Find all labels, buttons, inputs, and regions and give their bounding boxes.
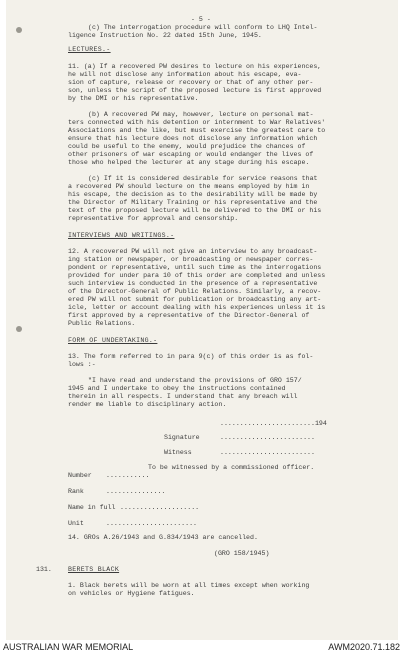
signature-line: ........................ bbox=[220, 434, 315, 441]
para-12-line: ing station or newspaper, or broadcasting or newspaper corres- bbox=[68, 256, 314, 263]
para-11c-line: a recovered PW should lecture on the means employed by him in bbox=[68, 183, 310, 190]
number-line: ........... bbox=[106, 472, 150, 479]
punch-hole bbox=[16, 27, 22, 33]
para-131-line: 1. Black berets will be worn at all times except when working bbox=[68, 582, 310, 589]
document-page bbox=[6, 0, 398, 640]
signature-label: Signature bbox=[164, 434, 200, 441]
para-11c-line: (c) If it is considered desirable for service reasons that bbox=[88, 175, 318, 182]
para-12-line: icle, letter or account dealing with his experiences unless it is bbox=[68, 304, 326, 311]
name-label: Name in full bbox=[68, 504, 116, 511]
para-11b-line: those who helped the lecturer at any stage during his escape. bbox=[68, 159, 310, 166]
date-line: ........................194 bbox=[220, 420, 327, 427]
undertaking-line: render me liable to disciplinary action. bbox=[68, 401, 227, 408]
para-11b-line: other prisoners of war escaping or would endanger the lives of bbox=[68, 151, 314, 158]
para-11b-line: (b) A recovered PW may, however, lecture on personal mat- bbox=[88, 111, 314, 118]
para-11c-line: representative for approval and censorship. bbox=[68, 215, 239, 222]
para-13-line: 13. The form referred to in para 9(c) of this order is as fol- bbox=[68, 353, 314, 360]
berets-heading: BERETS BLACK bbox=[68, 566, 120, 573]
para-12-line: of the Director-General of Public Relations. Similarly, a recov- bbox=[68, 288, 322, 295]
para-12-line: such interview is conducted in the presence of a representative bbox=[68, 280, 318, 287]
witness-line: ........................ bbox=[220, 449, 315, 456]
para-11a-line: he will not disclose any information about his escape, eva- bbox=[68, 71, 302, 78]
undertaking-line: 1945 and I undertake to obey the instructions contained bbox=[68, 385, 286, 392]
para-11b-line: ters connected with his detention or internment to War Relatives' bbox=[68, 119, 326, 126]
para-11a-line: 11. (a) If a recovered PW desires to lecture on his experiences, bbox=[68, 63, 322, 70]
para-c-line: (c) The interrogation procedure will conform to LHQ Intel- bbox=[88, 24, 318, 31]
reference: (GRO 158/1945) bbox=[214, 550, 270, 557]
punch-hole bbox=[16, 326, 22, 332]
witness-note: To be witnessed by a commissioned officer. bbox=[148, 464, 315, 471]
rank-label: Rank bbox=[68, 488, 84, 495]
para-12-line: 12. A recovered PW will not give an interview to any broadcast- bbox=[68, 248, 318, 255]
para-131-number: 131. bbox=[36, 566, 52, 573]
name-line: .................... bbox=[120, 504, 200, 511]
undertaking-line: therein in all respects. I understand that any breach will bbox=[68, 393, 298, 400]
para-11c-line: his escape, the decision as to the desirability will be made by bbox=[68, 191, 318, 198]
lectures-heading: LECTURES.- bbox=[68, 46, 111, 53]
unit-label: Unit bbox=[68, 520, 84, 527]
page-number: - 5 - bbox=[191, 16, 211, 23]
para-12-line: Public Relations. bbox=[68, 320, 136, 327]
para-12-line: ered PW will not submit for publication or broadcasting any art- bbox=[68, 296, 322, 303]
interviews-heading: INTERVIEWS AND WRITINGS.- bbox=[68, 232, 175, 239]
para-13-line: lows :- bbox=[68, 361, 96, 368]
para-12-line: pondent or representative, until such time as the interrogations bbox=[68, 264, 322, 271]
footer-left: AUSTRALIAN WAR MEMORIAL bbox=[3, 642, 134, 652]
para-11a-line: sion of capture, release or recovery or that of any other per- bbox=[68, 79, 314, 86]
para-11c-line: text of the proposed lecture will be delivered to the DMI or his bbox=[68, 207, 322, 214]
footer-right: AWM2020.71.182 bbox=[328, 642, 400, 652]
unit-line: ....................... bbox=[106, 520, 198, 527]
witness-label: Witness bbox=[164, 449, 192, 456]
footer bbox=[0, 640, 404, 653]
para-11c-line: the Director of Military Training or his representative and the bbox=[68, 199, 318, 206]
para-131-line: on vehicles or Hygiene fatigues. bbox=[68, 590, 195, 597]
para-12-line: first approved by a representative of the Director-General of bbox=[68, 312, 310, 319]
para-12-line: provided for under para 10 of this order are completed and unless bbox=[68, 272, 326, 279]
para-c-line: ligence Instruction No. 22 dated 15th June, 1945. bbox=[68, 32, 262, 39]
rank-line: ............... bbox=[106, 488, 166, 495]
para-11b-line: could be useful to the enemy, would prejudice the chances of bbox=[68, 143, 306, 150]
para-11b-line: Associations and the like, but must exercise the greatest care to bbox=[68, 127, 326, 134]
number-label: Number bbox=[68, 472, 92, 479]
para-11a-line: by the DMI or his representative. bbox=[68, 95, 199, 102]
form-heading: FORM OF UNDERTAKING.- bbox=[68, 337, 158, 344]
para-11b-line: ensure that his lecture does not disclose any information which bbox=[68, 135, 318, 142]
para-14: 14. GROs A.26/1943 and G.834/1943 are cancelled. bbox=[68, 534, 258, 541]
para-11a-line: son, unless the script of the proposed lecture is first approved bbox=[68, 87, 322, 94]
undertaking-line: "I have read and understand the provisions of GRO 157/ bbox=[88, 377, 302, 384]
